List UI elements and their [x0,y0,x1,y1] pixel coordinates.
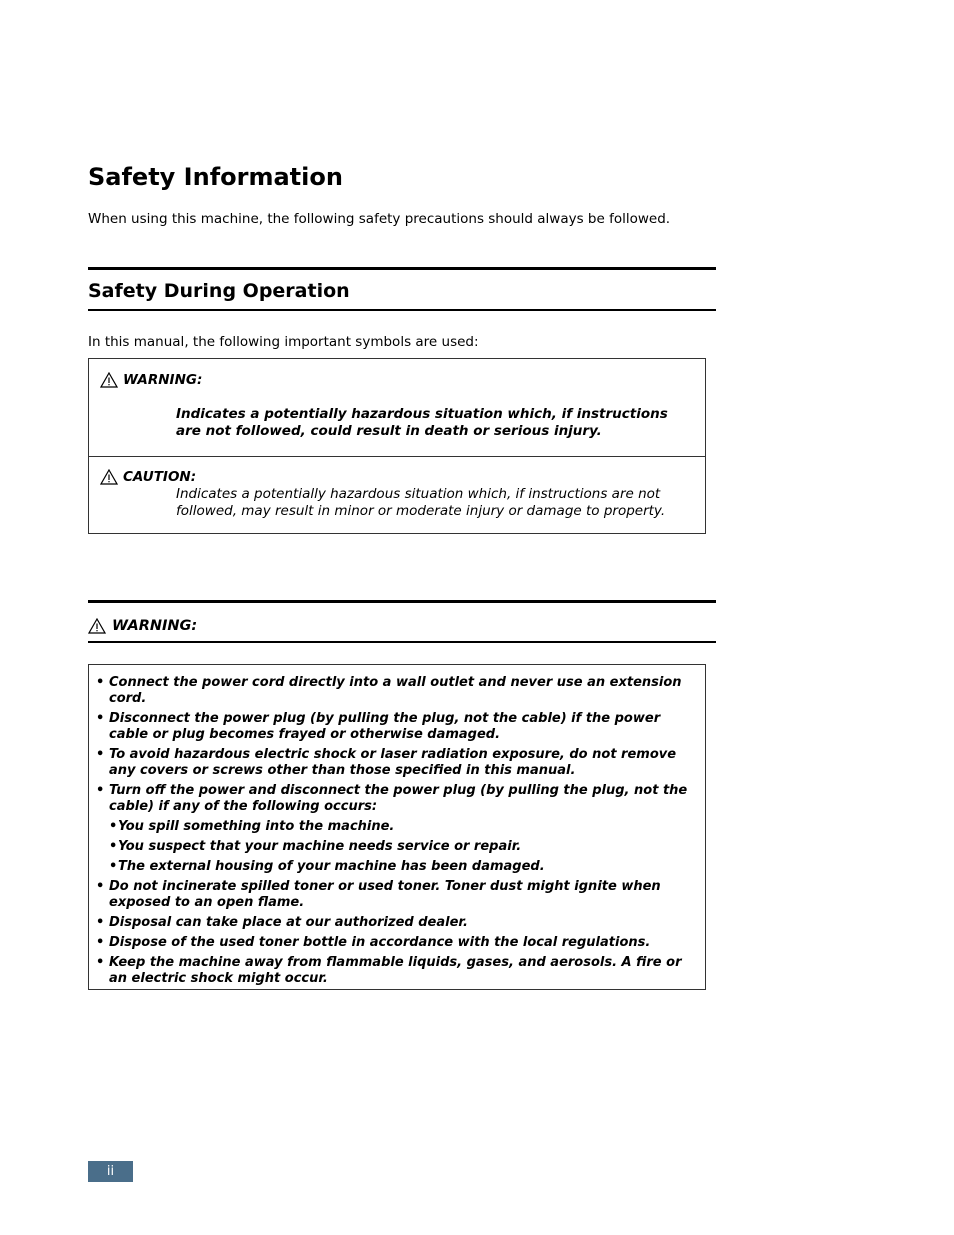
caution-description: Indicates a potentially hazardous situation which, if instructions are not followed, may result in minor or moderate injury or damage to property. [176,486,666,519]
caution-symbol-row [89,456,705,533]
section-bottom-rule [88,309,716,311]
list-item: • Turn off the power and disconnect the power plug (by pulling the plug, not the cable) if any of the following occurs: [96,783,688,814]
bullet: • [109,859,118,874]
list-item: • Disposal can take place at our authorized dealer. [96,915,468,930]
section-title: Safety During Operation [88,280,350,302]
list-item: • Keep the machine away from flammable liquids, gases, and aerosols. A fire or an electric shock might occur. [96,955,682,986]
caution-symbol-label [100,468,196,486]
sub-list-item: • The external housing of your machine has been damaged. [109,859,545,874]
sub-list-item: • You spill something into the machine. [109,819,395,834]
section-top-rule [88,267,716,270]
bullet: • [96,783,105,798]
warning-section-label: WARNING: [112,618,198,634]
bullet: • [96,955,105,970]
warning-description: Indicates a potentially hazardous situation which, if instructions are not followed, could result in death or serious injury. [176,406,668,439]
warning-section-top-rule [88,600,716,603]
warning-list [89,665,705,996]
list-item: • Dispose of the used toner bottle in accordance with the local regulations. [96,935,651,950]
symbols-table [88,358,706,534]
bullet: • [96,935,105,950]
intro-text: When using this machine, the following safety precautions should always be followed. [88,211,671,227]
list-item: • Connect the power cord directly into a wall outlet and never use an extension cord. [96,675,682,706]
page-title: Safety Information [88,163,343,191]
warning-symbol-row [89,359,705,456]
warning-list-box [88,664,706,990]
page-number: ii [88,1161,133,1182]
list-item: • Disconnect the power plug (by pulling the plug, not the cable) if the power cable or plug becomes frayed or otherwise damaged. [96,711,661,742]
warning-triangle-icon [100,372,118,388]
warning-section-bottom-rule [88,641,716,643]
warning-triangle-icon [88,618,106,634]
warning-triangle-icon [100,469,118,485]
warning-section-heading [88,616,197,636]
list-item: • To avoid hazardous electric shock or laser radiation exposure, do not remove any covers or screws other than those specified in this manual. [96,747,677,778]
caution-label-text: CAUTION: [123,469,197,485]
warning-label-text: WARNING: [123,372,203,388]
warning-symbol-label [100,371,202,389]
bullet: • [96,879,105,894]
symbols-intro-text: In this manual, the following important symbols are used: [88,334,479,350]
list-item: • Do not incinerate spilled toner or used toner. Toner dust might ignite when exposed to an open flame. [96,879,661,910]
bullet: • [96,915,105,930]
bullet: • [109,819,118,834]
bullet: • [109,839,118,854]
sub-list-item: • You suspect that your machine needs service or repair. [109,839,522,854]
bullet: • [96,747,105,762]
bullet: • [96,711,105,726]
bullet: • [96,675,105,690]
